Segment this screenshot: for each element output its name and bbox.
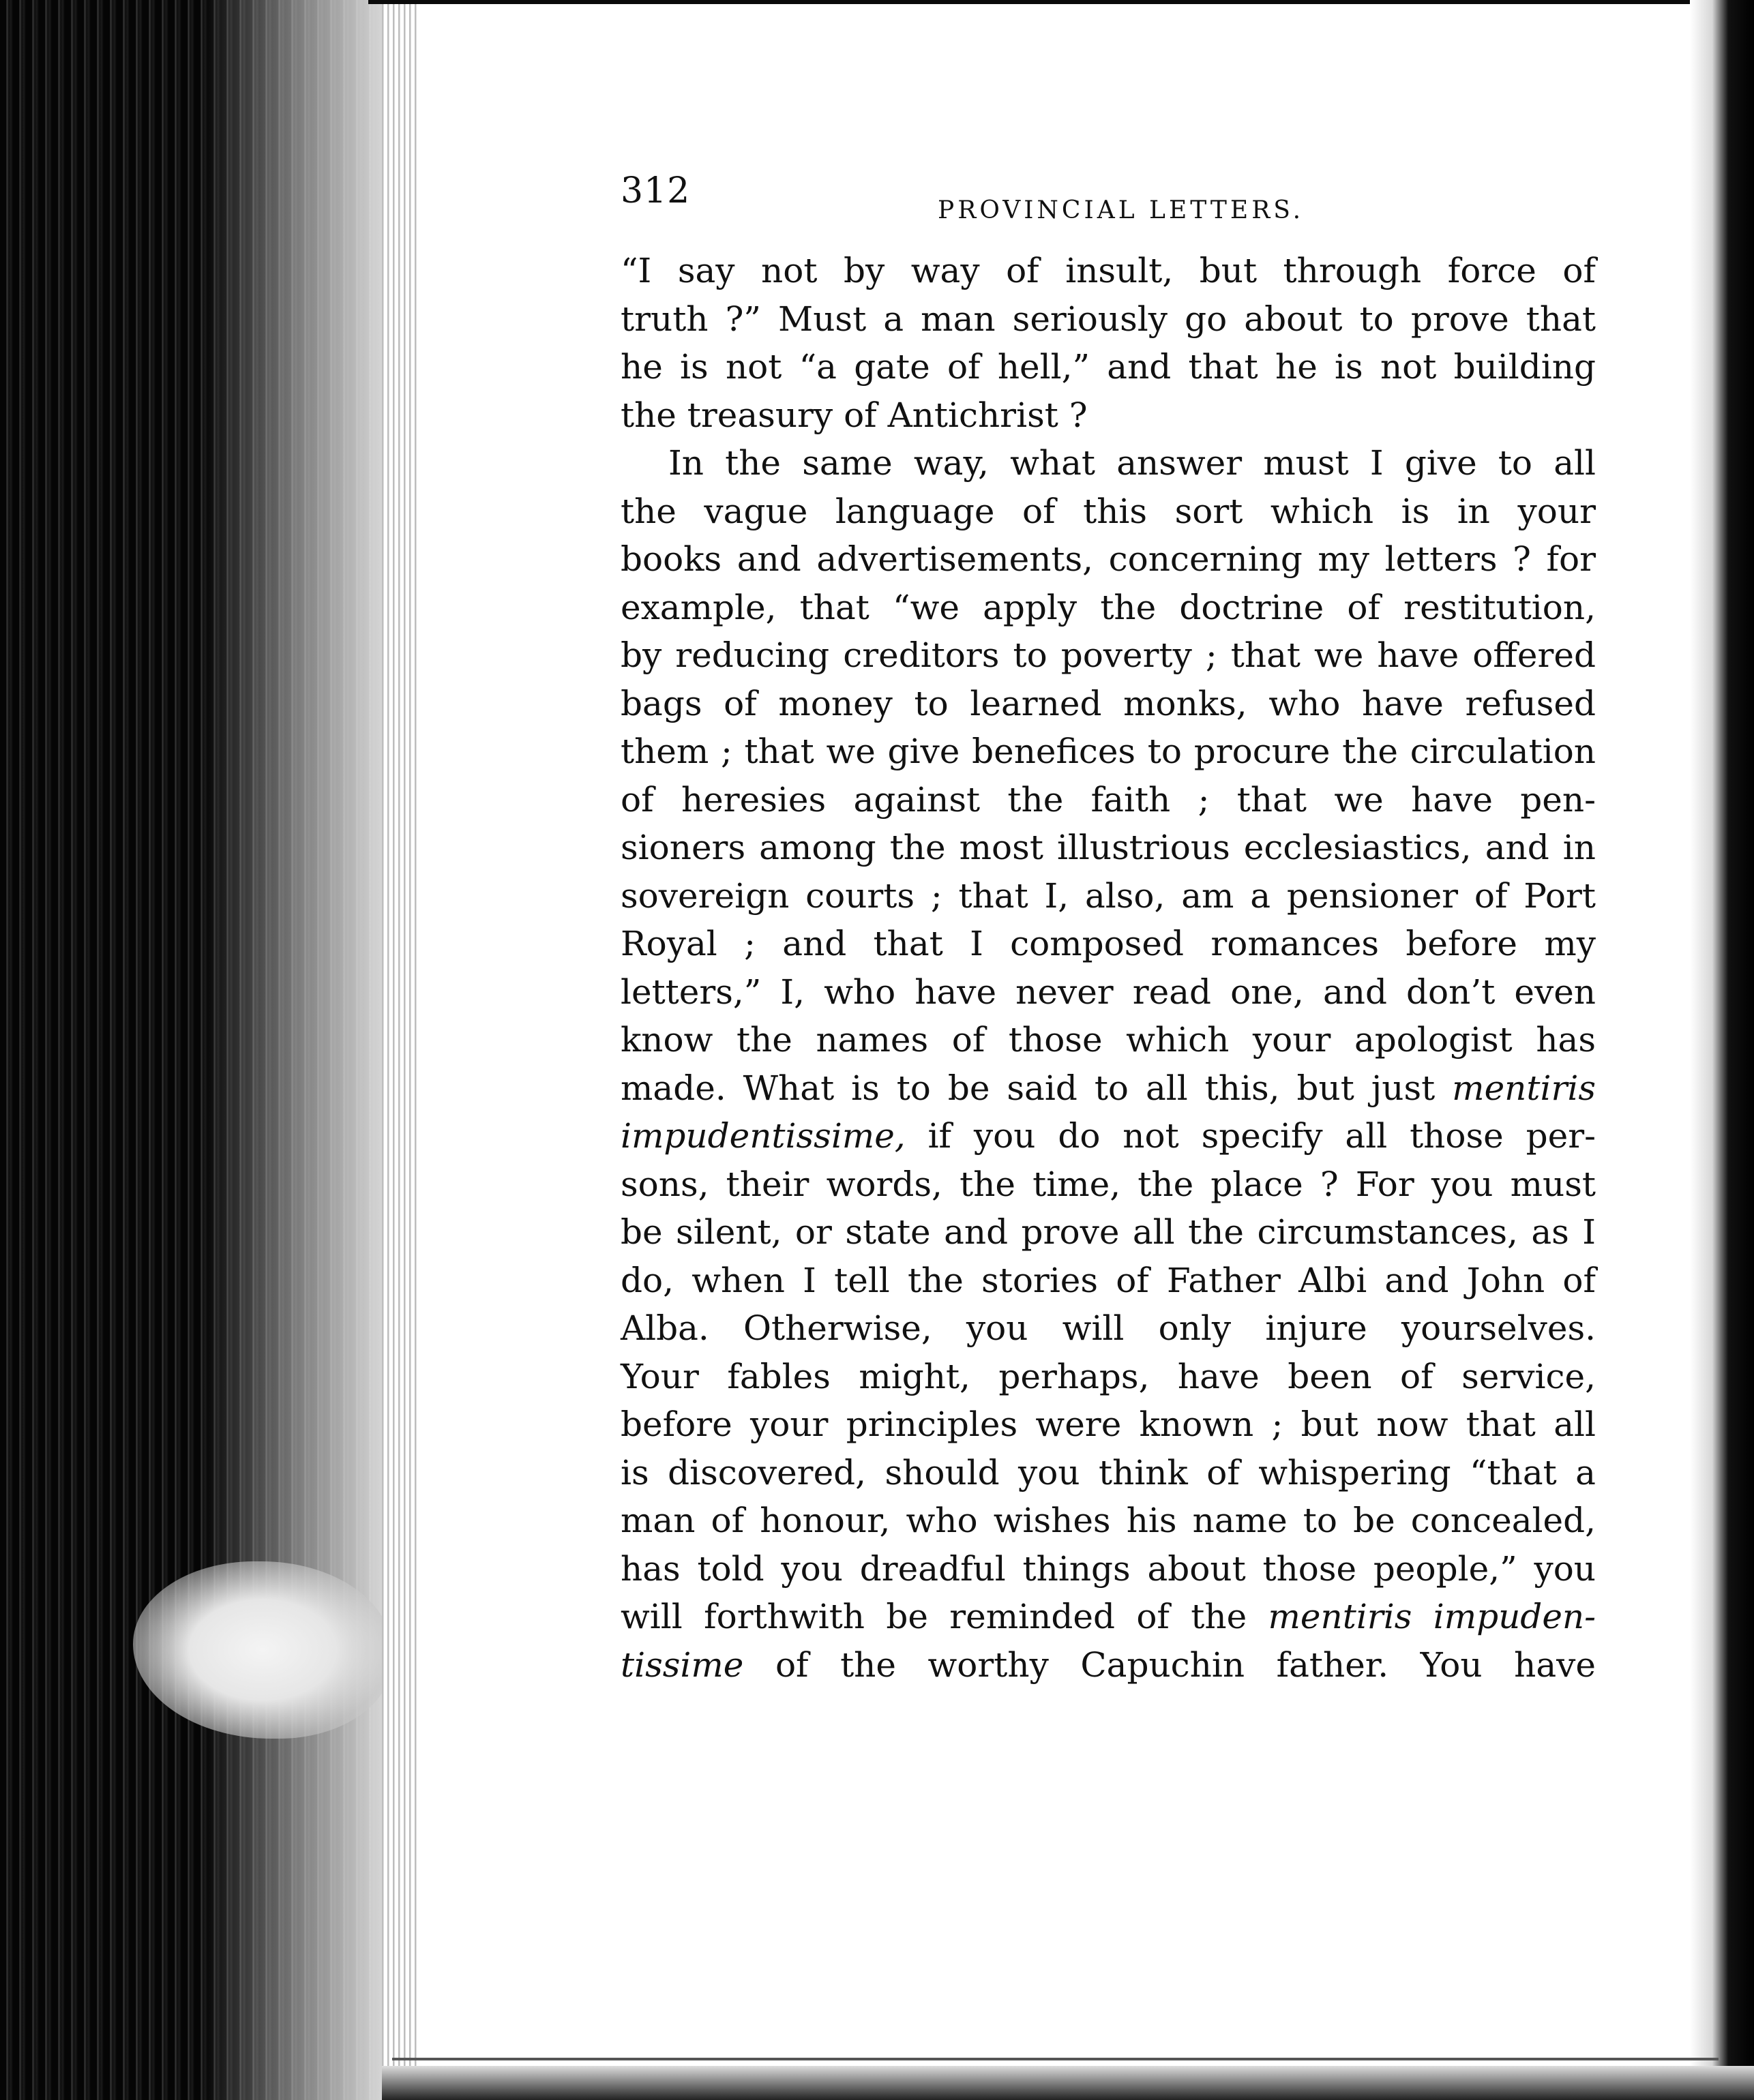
text-line: Your fables might, perhaps, have been of service, <box>621 1356 1596 1396</box>
text-line: man of honour, who wishes his name to be concealed, <box>621 1501 1596 1540</box>
scan-border-bottom <box>382 2066 1754 2100</box>
gutter-lines <box>382 0 417 2100</box>
text-line <box>621 1112 1596 1160</box>
text-line: do, when I tell the stories of Father Albi and John of <box>621 1260 1596 1300</box>
text-line: be silent, or state and prove all the circumstances, as I <box>621 1212 1596 1252</box>
text-run: if you do not specify all those per- <box>905 1116 1596 1156</box>
text-line: example, that “we apply the doctrine of restitution, <box>621 587 1596 627</box>
text-line <box>621 1593 1596 1641</box>
text-line: he is not “a gate of hell,” and that he is not building <box>621 347 1596 387</box>
text-line <box>621 1064 1596 1113</box>
text-line <box>621 1641 1596 1690</box>
text-line: truth ?” Must a man seriously go about to prove that <box>621 299 1596 339</box>
text-line: sons, their words, the time, the place ? For you must <box>621 1164 1596 1204</box>
text-line: of heresies against the faith ; that we have pen- <box>621 779 1596 820</box>
text-line: before your principles were known ; but now that all <box>621 1405 1596 1444</box>
italic-latin: mentiris <box>1452 1068 1596 1108</box>
running-head: PROVINCIAL LETTERS. <box>938 196 1305 224</box>
italic-latin: impudentissime, <box>621 1116 906 1156</box>
italic-latin: mentiris impuden- <box>1268 1597 1596 1636</box>
text-line: bags of money to learned monks, who have refused <box>621 683 1596 723</box>
text-line: is discovered, should you think of whispering “that a <box>621 1452 1596 1492</box>
page-number: 312 <box>621 170 691 211</box>
text-line: Royal ; and that I composed romances before my <box>621 924 1596 963</box>
text-line: books and advertisements, concerning my letters ? for <box>621 539 1596 579</box>
text-run: of the worthy Capuchin father. You have <box>743 1645 1596 1685</box>
page-bottom-rule <box>392 2058 1719 2060</box>
text-line: has told you dreadful things about those people,” you <box>621 1548 1596 1589</box>
text-line: the vague language of this sort which is in your <box>621 491 1596 531</box>
text-line: know the names of those which your apologist has <box>621 1020 1596 1060</box>
text-line: the treasury of Antichrist ? <box>621 395 1088 435</box>
text-line: “I say not by way of insult, but through force of <box>621 251 1596 290</box>
text-line: by reducing creditors to poverty ; that we have offered <box>621 635 1596 675</box>
scan-border-top <box>368 0 1754 4</box>
text-line: sioners among the most illustrious ecclesiastics, and in <box>621 828 1596 867</box>
page-edge-fade <box>205 0 382 2100</box>
text-line: letters,” I, who have never read one, and don’t even <box>621 972 1596 1012</box>
text-line: In the same way, what answer must I give to all <box>668 443 1596 483</box>
text-line: Alba. Otherwise, you will only injure yourselves. <box>621 1308 1596 1348</box>
italic-latin: tissime <box>621 1645 744 1685</box>
text-line: them ; that we give benefices to procure the circulation <box>621 732 1596 771</box>
body-text <box>621 247 1596 1689</box>
text-run: will forthwith be reminded of the <box>621 1597 1268 1636</box>
text-line: sovereign courts ; that I, also, am a pensioner of Port <box>621 875 1596 916</box>
book-page <box>621 170 1596 1689</box>
page-header <box>621 170 1596 239</box>
scan-border-right <box>1690 0 1754 2100</box>
text-run: made. What is to be said to all this, but just <box>621 1068 1453 1108</box>
